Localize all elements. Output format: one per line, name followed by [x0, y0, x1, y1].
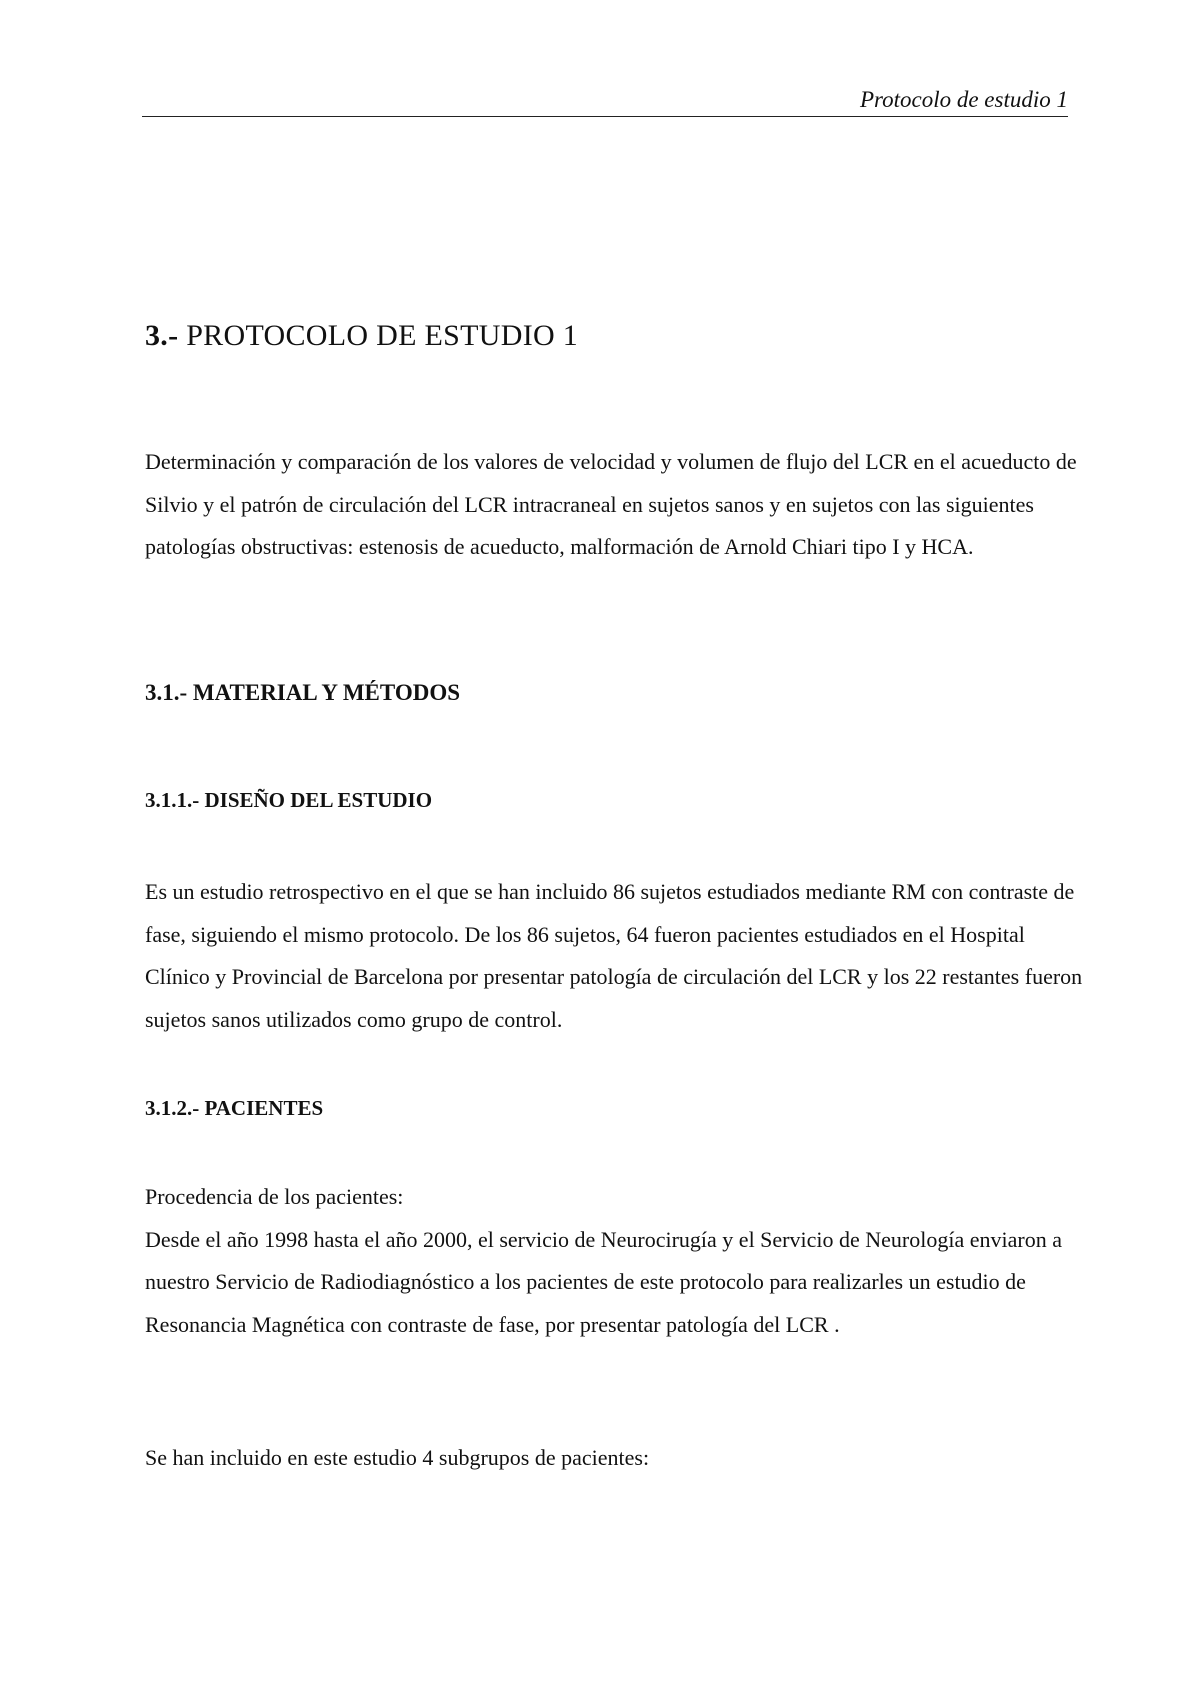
subsection-heading-diseno: 3.1.1.- DISEÑO DEL ESTUDIO: [145, 788, 433, 812]
origin-section: [145, 1176, 1085, 1346]
subgroups-paragraph: Se han incluido en este estudio 4 subgrupos de pacientes:: [145, 1445, 650, 1470]
subsection-heading-material-metodos: 3.1.- MATERIAL Y MÉTODOS: [145, 680, 461, 705]
origin-label: Procedencia de los pacientes:: [145, 1184, 404, 1209]
design-paragraph: Es un estudio retrospectivo en el que se han incluido 86 sujetos estudiados mediante RM con contraste de fase, siguiendo el mismo protocolo. De los 86 sujetos, 64 fueron pacientes estudiados en el Hospital Clínico y Provincial de Barcelona por presentar patología de circulación del LCR y los 22 restantes fueron sujetos sanos utilizados como grupo de control.: [145, 879, 1083, 1032]
subsection-heading-pacientes: 3.1.2.- PACIENTES: [145, 1096, 324, 1120]
header-rule: [142, 116, 1068, 117]
origin-paragraph: Desde el año 1998 hasta el año 2000, el servicio de Neurocirugía y el Servicio de Neurología enviaron a nuestro Servicio de Radiodiagnóstico a los pacientes de este protocolo para realizarles un estudio de Resonancia Magnética con contraste de fase, por presentar patología del LCR .: [145, 1226, 1062, 1337]
intro-paragraph: Determinación y comparación de los valores de velocidad y volumen de flujo del LCR en el acueducto de Silvio y el patrón de circulación del LCR intracraneal en sujetos sanos y en sujetos con las siguientes patologías obstructivas: estenosis de acueducto, malformación de Arnold Chiari tipo I y HCA.: [145, 449, 1077, 559]
running-header-title: Protocolo de estudio 1: [859, 87, 1068, 112]
section-heading-text: PROTOCOLO DE ESTUDIO 1: [178, 319, 579, 352]
section-heading-number: 3.-: [145, 319, 179, 352]
section-heading-main: [145, 316, 1085, 356]
